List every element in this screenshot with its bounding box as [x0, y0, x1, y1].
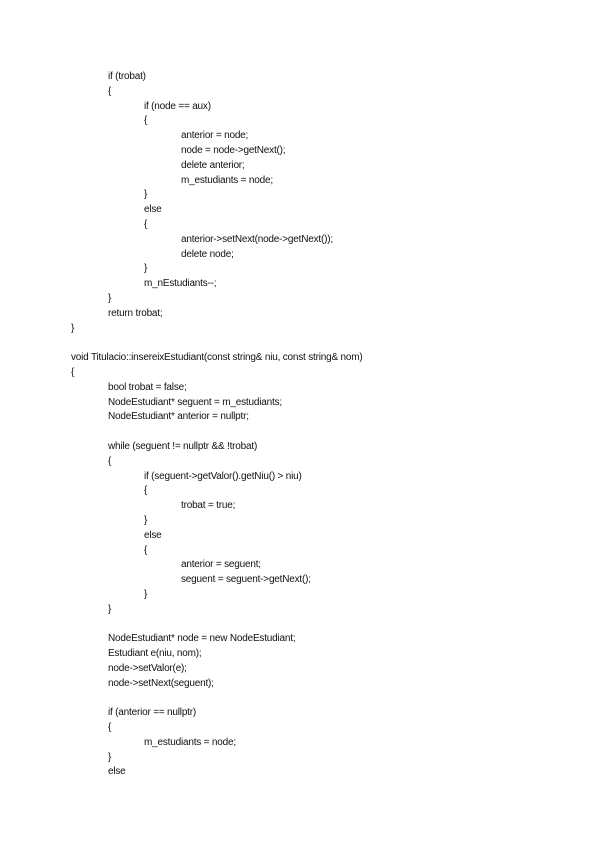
- code-line: anterior->setNext(node->getNext());: [181, 233, 333, 245]
- code-line: m_estudiants = node;: [181, 174, 273, 186]
- code-line: if (seguent->getValor().getNiu() > niu): [144, 470, 302, 482]
- code-line: }: [144, 189, 148, 201]
- code-line: node->setValor(e);: [108, 662, 187, 674]
- code-line: while (seguent != nullptr && !trobat): [108, 440, 258, 452]
- code-line: if (node == aux): [144, 100, 211, 112]
- code-line: Estudiant e(niu, nom);: [108, 648, 202, 660]
- code-line: else: [108, 766, 126, 778]
- code-line: }: [108, 292, 112, 304]
- code-line: seguent = seguent->getNext();: [181, 574, 311, 586]
- code-line: }: [71, 322, 75, 334]
- code-line: NodeEstudiant* seguent = m_estudiants;: [108, 396, 282, 408]
- code-line: delete node;: [181, 248, 234, 260]
- code-line: else: [144, 204, 162, 216]
- code-line: }: [108, 603, 112, 615]
- code-line: }: [144, 514, 148, 526]
- code-line: trobat = true;: [181, 500, 236, 512]
- code-line: [71, 617, 363, 632]
- code-line: }: [144, 263, 148, 275]
- code-line: [71, 425, 363, 440]
- code-line: {: [108, 85, 112, 97]
- code-line: node = node->getNext();: [181, 144, 286, 156]
- code-line: anterior = node;: [181, 130, 249, 142]
- code-listing: [71, 70, 363, 780]
- code-line: {: [144, 544, 148, 556]
- code-line: bool trobat = false;: [108, 381, 187, 393]
- code-line: {: [71, 366, 75, 378]
- code-line: [71, 336, 363, 351]
- code-line: {: [108, 722, 112, 734]
- code-line: void Titulacio::insereixEstudiant(const string& niu, const string& nom): [71, 352, 363, 364]
- code-line: {: [108, 455, 112, 467]
- code-line: delete anterior;: [181, 159, 245, 171]
- code-line: {: [144, 485, 148, 497]
- code-line: if (trobat): [108, 71, 146, 82]
- code-line: NodeEstudiant* anterior = nullptr;: [108, 411, 249, 423]
- code-line: NodeEstudiant* node = new NodeEstudiant;: [108, 633, 296, 645]
- code-line: node->setNext(seguent);: [108, 677, 214, 689]
- code-line: }: [144, 588, 148, 600]
- code-line: if (anterior == nullptr): [108, 707, 197, 719]
- code-line: {: [144, 115, 148, 127]
- code-line: [71, 691, 363, 706]
- code-line: {: [144, 218, 148, 230]
- code-line: else: [144, 529, 162, 541]
- code-line: m_estudiants = node;: [144, 736, 236, 748]
- code-line: anterior = seguent;: [181, 559, 261, 571]
- code-line: m_nEstudiants--;: [144, 278, 217, 290]
- code-line: return trobat;: [108, 307, 163, 319]
- code-line: }: [108, 751, 112, 763]
